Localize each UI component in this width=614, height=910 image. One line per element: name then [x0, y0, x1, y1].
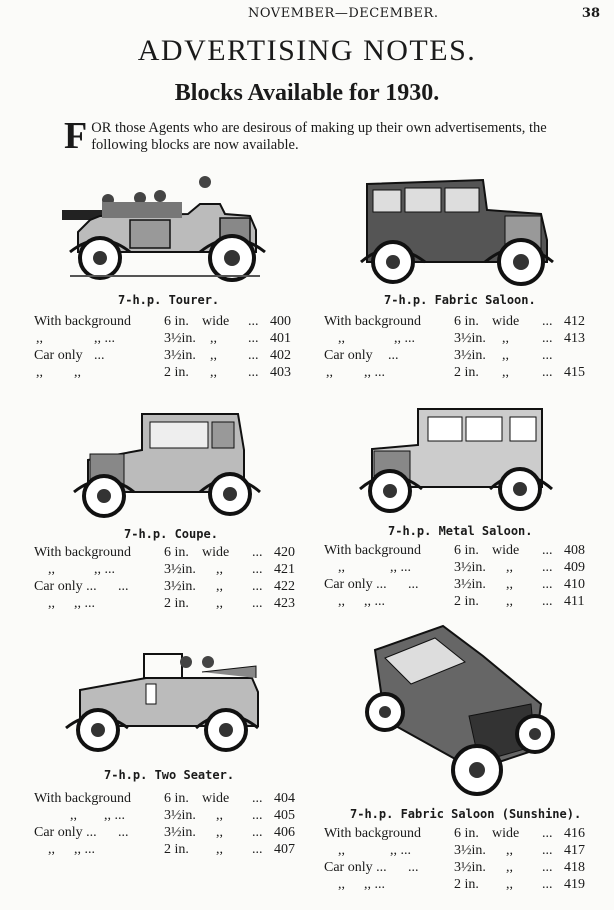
table-row: ,, ,, ... 2 in. ,, ... 407 [48, 842, 295, 857]
table-row: Car only ... ... 3½in. ,, ... 418 [324, 860, 585, 875]
table-row: ,, ,, ... 2 in. ,, ... 415 [326, 365, 585, 380]
block-caption-metal-saloon: 7-h.p. Metal Saloon. [388, 524, 533, 538]
block-table-coupe [34, 545, 304, 613]
car-sunshine-saloon-illustration [355, 620, 555, 800]
table-row: With background 6 in. wide ... 412 [324, 314, 585, 329]
block-table-tourer [34, 314, 294, 382]
table-row: With background 6 in. wide ... 400 [34, 314, 291, 329]
page-subtitle: Blocks Available for 1930. [174, 80, 440, 106]
car-metal-saloon-illustration [356, 405, 554, 517]
drop-cap: F [64, 115, 88, 157]
table-row: Car only ... 3½in. ,, ... [324, 348, 553, 363]
intro-text: OR those Agents who are desirous of making up their own advertisements, the following blocks are now available. [91, 120, 547, 153]
table-row: Car only ... ... 3½in. ,, ... 422 [34, 579, 295, 594]
table-row: ,, ,, ... 2 in. ,, ... 419 [338, 877, 585, 892]
block-table-fabric-saloon [324, 314, 594, 382]
block-caption-fabric-saloon: 7-h.p. Fabric Saloon. [384, 293, 536, 307]
table-row: ,, ,, 2 in. ,, ... 403 [36, 365, 291, 380]
table-row: Car only ... ... 3½in. ,, ... 406 [34, 825, 295, 840]
page-title: ADVERTISING NOTES. [137, 34, 477, 67]
table-row: ,, ,, ... 3½in. ,, ... 409 [338, 560, 585, 575]
block-table-sunshine-saloon [324, 826, 594, 894]
table-row: ,, ,, ... 3½in. ,, ... 405 [70, 808, 295, 823]
intro-paragraph [64, 115, 586, 157]
table-row: ,, ,, ... 3½in. ,, ... 421 [48, 562, 295, 577]
table-row: ,, ,, ... 3½in. ,, ... 413 [338, 331, 585, 346]
table-row: Car only ... 3½in. ,, ... 402 [34, 348, 291, 363]
running-title: NOVEMBER—DECEMBER. [248, 6, 439, 21]
block-caption-sunshine-saloon: 7-h.p. Fabric Saloon (Sunshine). [350, 807, 582, 821]
table-row: Car only ... ... 3½in. ,, ... 410 [324, 577, 585, 592]
table-row: ,, ,, ... 2 in. ,, ... 423 [48, 596, 295, 611]
block-table-metal-saloon [324, 543, 594, 611]
table-row: With background 6 in. wide ... 420 [34, 545, 295, 560]
page-number: 38 [581, 6, 600, 21]
block-table-two-seater [34, 791, 304, 859]
car-fabric-saloon-illustration [355, 176, 555, 288]
block-caption-tourer: 7-h.p. Tourer. [118, 293, 220, 307]
block-caption-two-seater: 7-h.p. Two Seater. [104, 768, 235, 782]
table-row: ,, ,, ... 3½in. ,, ... 401 [36, 331, 291, 346]
running-header [0, 6, 614, 22]
table-row: ,, ,, ... 2 in. ,, ... 411 [338, 594, 585, 609]
table-row: ,, ,, ... 3½in. ,, ... 417 [338, 843, 585, 858]
table-row: With background 6 in. wide ... 404 [34, 791, 295, 806]
car-two-seater-illustration [62, 650, 262, 754]
block-caption-coupe: 7-h.p. Coupe. [124, 527, 218, 541]
car-coupe-illustration [68, 410, 264, 520]
table-row: With background 6 in. wide ... 416 [324, 826, 585, 841]
car-tourer-illustration [60, 172, 270, 284]
table-row: With background 6 in. wide ... 408 [324, 543, 585, 558]
